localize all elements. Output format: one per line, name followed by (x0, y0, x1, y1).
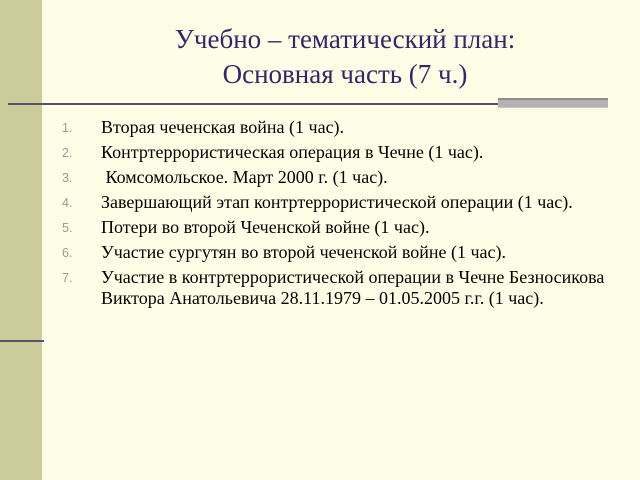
title-accent-bar (498, 98, 608, 108)
list-item (62, 167, 607, 188)
sidebar-divider (0, 340, 44, 342)
item-number: 3. (62, 171, 73, 185)
list-item (62, 242, 607, 263)
item-number: 1. (62, 121, 73, 135)
item-number: 5. (62, 221, 73, 235)
item-number: 7. (62, 271, 73, 285)
item-text: Участие в контртеррористической операции в Чечне Безносикова Виктора Анатольевича 28.11.1979 – 01.05.2005 г.г. (1 час). (101, 267, 605, 308)
item-text: Комсомольское. Март 2000 г. (1 час). (101, 167, 388, 187)
item-number: 2. (62, 146, 73, 160)
list-item (62, 142, 607, 163)
item-text: Вторая чеченская война (1 час). (101, 117, 345, 137)
slide-title (110, 22, 580, 92)
title-line-2: Основная часть (7 ч.) (222, 59, 468, 89)
title-line-1: Учебно – тематический план: (174, 24, 516, 54)
item-text: Контртеррористическая операция в Чечне (1 час). (101, 142, 484, 162)
item-text: Участие сургутян во второй чеченской войне (1 час). (101, 242, 506, 262)
list-item (62, 117, 607, 138)
list-item (62, 192, 607, 213)
left-decorative-bar (0, 0, 42, 480)
item-number: 6. (62, 246, 73, 260)
topic-list (62, 117, 607, 313)
list-item (62, 217, 607, 238)
title-underline (8, 103, 498, 105)
item-text: Завершающий этап контртеррористической операции (1 час). (101, 192, 573, 212)
item-number: 4. (62, 196, 73, 210)
list-item (62, 267, 607, 309)
item-text: Потери во второй Чеченской войне (1 час). (101, 217, 430, 237)
